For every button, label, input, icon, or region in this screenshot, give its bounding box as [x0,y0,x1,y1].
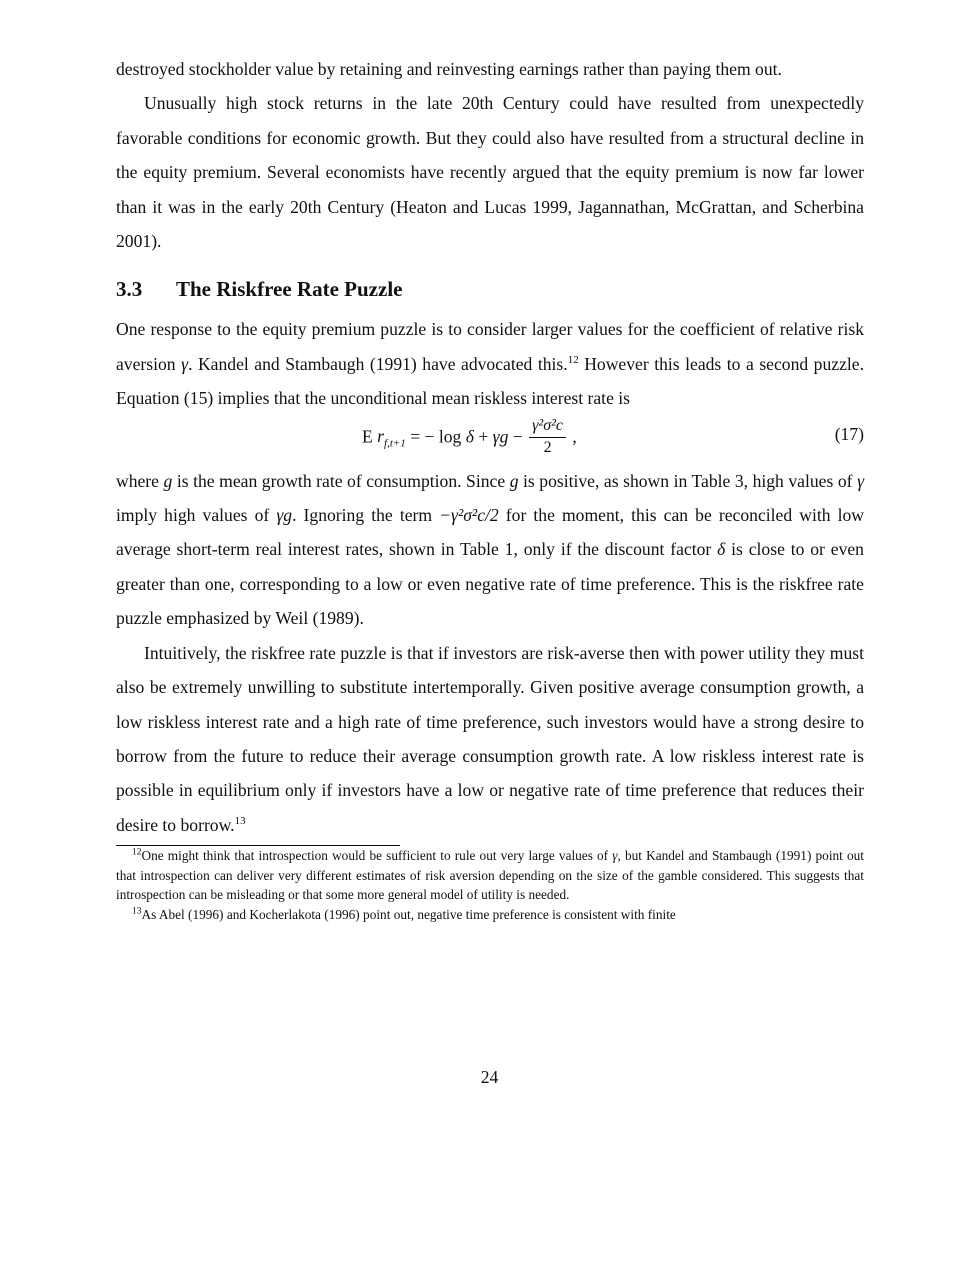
eq-delta: δ [465,426,474,447]
section-heading [116,274,864,304]
eq-expectation: E [362,426,373,447]
text-run: is close to or even greater than one, corresponding to a low or even negative rate of time preference. This is the riskfree rate puzzle emphasized by Weil (1989). [116,539,864,629]
eq-subscript: f,t+1 [384,437,406,450]
equation-number: (17) [834,423,864,444]
footnote-13 [116,905,864,925]
footnote-number: 12 [132,847,142,858]
footnote-ref-13[interactable]: 13 [234,814,246,827]
eq-text: = − log [405,426,466,447]
text-run: is the mean growth rate of consumption. Since [172,470,510,491]
equation-body [362,416,577,458]
text-run: , but Kandel and Stambaugh (1991) point out that introspection can deliver very different estimates of risk aversion depending on the size of the gamble considered. This suggests that introspection can be misleading or that some more general model of utility is needed. [116,848,864,903]
page-body [116,52,864,924]
paragraph-5 [116,636,864,842]
eq-comma: , [568,426,577,447]
footnote-ref-12[interactable]: 12 [567,353,579,366]
page-number: 24 [480,1067,499,1087]
text-run: However this leads to a second puzzle. Equation (15) implies that the unconditional mean riskless interest rate is [116,353,864,409]
paragraph-1: destroyed stockholder value by retaining and reinvesting earnings rather than paying them out. [116,59,782,79]
eq-numerator: γ²σ²c [529,416,566,438]
paragraph-3 [116,312,864,415]
eq-fraction [529,416,566,458]
math-g: g [509,470,519,491]
eq-r: r [377,426,385,447]
section-number: 3.3 [116,277,143,302]
section-title: The Riskfree Rate Puzzle [176,277,403,302]
math-gamma: γ [612,848,618,864]
math-gamma: γ [857,470,864,491]
footnote-12 [116,846,864,905]
eq-denominator: 2 [543,438,552,456]
math-g: g [163,470,173,491]
paragraph-4 [116,464,864,636]
math-gamma: γ [181,353,189,374]
text-run: Intuitively, the riskfree rate puzzle is that if investors are risk-averse then with power utility they must also be extremely unwilling to substitute intertemporally. Given positive average consumption growth, a low riskless interest rate and a high rate of time preference, such investors would have a strong desire to borrow from the future to reduce their average consumption growth rate. A low riskless interest rate is possible in equilibrium only if investors have a low or negative rate of time preference that reduces their desire to borrow. [116,642,864,835]
text-run: One response to the equity premium puzzle is to consider larger values for the coefficient of relative risk aversion [116,319,864,374]
text-run: is positive, as shown in Table 3, high values of [518,470,858,491]
text-run: . Ignoring the term [292,505,440,526]
math-delta: δ [717,539,726,560]
text-run: As Abel (1996) and Kocherlakota (1996) point out, negative time preference is consistent with finite [141,906,676,922]
footnote-number: 13 [132,906,142,917]
text-run: for the moment, this can be reconciled with low average short-term real interest rates, shown in Table 1, only if the discount factor [116,505,864,560]
eq-text: − [508,426,528,447]
paragraph-2: Unusually high stock returns in the late 20th Century could have resulted from unexpectedly favorable conditions for economic growth. But they could also have resulted from a structural decline in the equity premium. Several economists have recently argued that the equity premium is now far lower than it was in the early 20th Century (Heaton and Lucas 1999, Jagannathan, McGrattan, and Scherbina 2001). [116,93,864,252]
eq-text: + [473,426,493,447]
text-run: . Kandel and Stambaugh (1991) have advocated this. [188,353,568,374]
eq-gamma-g: γg [492,426,509,447]
math-term: −γ²σ²c/2 [439,505,499,526]
text-run: One might think that introspection would be sufficient to rule out very large values of [141,848,613,864]
text-run: imply high values of [116,505,277,526]
math-gamma-g: γg [276,505,293,526]
equation-17 [116,410,864,462]
text-run: where [116,470,164,491]
